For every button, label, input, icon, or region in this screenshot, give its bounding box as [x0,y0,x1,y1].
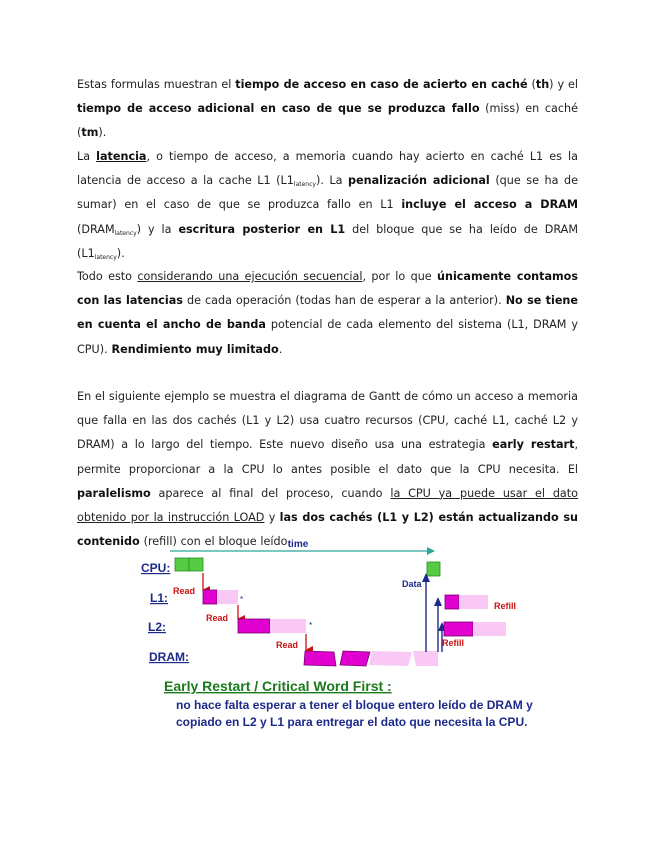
text: , permite proporcionar a la CPU lo antes posible el dato que la CPU necesita. El [77,438,578,476]
text: ) y el [549,78,578,91]
text: La [77,150,97,163]
text: En el siguiente ejemplo se muestra el diagrama de Gantt de cómo un acceso a memoria que falla en las dos cachés (L1 y L2) usa cuatro recursos (CPU, caché L1, caché L2 y DRAM) a lo largo del tiempo. Este nuevo diseño usa una estrategia [77,390,578,452]
bold-text: paralelismo [77,486,151,500]
read-label-dram: Read [276,640,299,650]
bold-text: incluye el acceso a DRAM [401,198,578,212]
underlined-text: considerando una ejecución secuencial [137,270,363,283]
l1-refill-wait-block [459,595,488,609]
bold-text: th [535,78,550,91]
text: del bloque que se ha leído de DRAM (L1 [77,222,578,260]
text: ). [116,246,125,260]
cpu-block [175,558,189,571]
bold-text: No se tiene en cuenta el ancho de banda [77,294,578,332]
bold-text: únicamente contamos con las latencias [77,270,578,308]
text: potencial de cada elemento del sistema (L1, DRAM y CPU). [77,318,578,356]
text: ) y la [136,222,179,236]
refill-label-l2: Refill [442,638,465,648]
time-label: time [287,539,309,550]
dram-access-block [340,651,370,666]
l1-wait-block [217,590,238,604]
text: y [264,511,280,525]
text: ( [527,78,536,91]
text: de cada operación (todas han de esperar a la anterior). [182,294,506,308]
read-label-l2: Read [206,613,229,623]
asterisk-l2: * [309,621,313,630]
refill-label-l1: Refill [494,601,517,611]
text: Estas formulas muestran el [77,78,236,91]
diagram-title: Early Restart / Critical Word First : [164,678,392,694]
l2-wait-block [270,619,306,633]
cpu-block [189,558,203,571]
text: (miss) en caché ( [77,102,578,140]
dram-wait-block [413,651,438,666]
bold-text: penalización adicional [348,174,490,188]
read-label-l1: Read [173,586,196,596]
bold-text: tiempo de acceso adicional en caso de que se produzca fallo [77,102,480,116]
diagram-caption-line2: copiado en L2 y L1 para entregar el dato que necesita la CPU. [176,715,528,729]
row-label-cpu: CPU: [141,561,171,575]
subscript: latency [293,181,316,189]
row-label-l2: L2: [148,620,166,634]
text: (refill) con el bloque leído. [139,535,291,549]
refill-arrow-l1-head [434,597,442,606]
l2-access-block [238,619,270,633]
l2-refill-wait-block [473,622,506,636]
bold-text: tiempo de acceso en caso de acierto en caché [235,78,528,91]
text: aparece al final del proceso, cuando [150,486,391,500]
bold-text: tm [81,126,99,140]
asterisk-l1: * [240,595,244,604]
bold-text: early restart [492,438,575,452]
dram-access-block [304,651,336,666]
text: Todo esto [77,270,138,283]
text: , por lo que [362,270,438,283]
row-label-l1: L1: [150,591,168,605]
underlined-text: latencia [96,150,147,163]
l1-access-block [203,590,217,604]
row-label-dram: DRAM: [149,650,189,664]
subscript: latency [114,229,137,237]
bold-text: Rendimiento muy limitado [111,342,279,356]
l1-refill-block [445,595,459,609]
text: ). [98,126,107,140]
cpu-data-block [427,562,440,576]
bold-text: las dos cachés (L1 y L2) están actualizando su contenido [77,511,578,549]
text: (DRAM [77,222,115,236]
text: . [278,342,283,356]
subscript: latency [94,253,117,261]
text: (que se ha de sumar) en el caso de que se produzca fallo en L1 [77,174,579,212]
bold-text: escritura posterior en L1 [178,222,346,236]
data-label: Data [402,579,422,589]
underlined-text: la CPU ya puede usar el dato obtenido por la instrucción LOAD [77,486,579,525]
text: ). La [315,174,349,188]
text: , o tiempo de acceso, a memoria cuando hay acierto en caché L1 es la latencia de acceso a la cache L1 (L1 [77,150,578,188]
dram-wait-block [369,651,412,666]
diagram-caption-line1: no hace falta esperar a tener el bloque entero leído de DRAM y [176,698,533,712]
l2-refill-block [444,622,473,636]
